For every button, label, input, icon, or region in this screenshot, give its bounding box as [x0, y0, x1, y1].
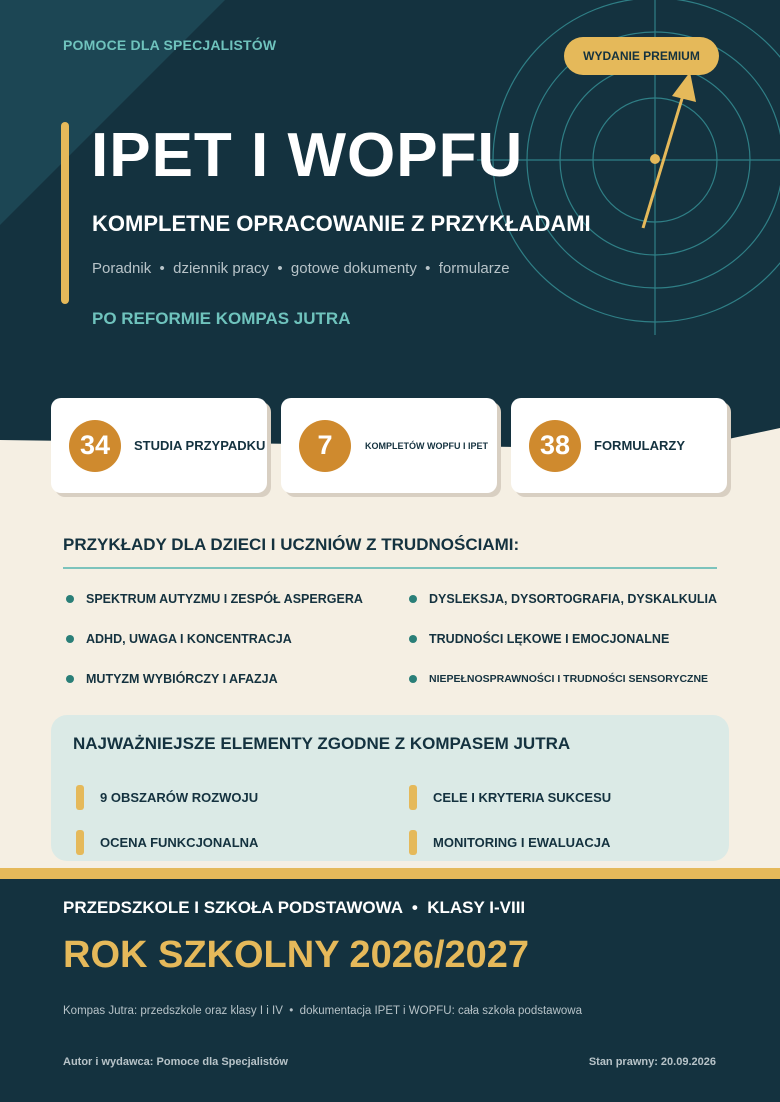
stat-number: 38: [529, 420, 581, 472]
bullet-icon: [66, 595, 74, 603]
stat-label: KOMPLETÓW WOPFU I IPET: [365, 440, 488, 451]
key-element-label: 9 OBSZARÓW ROZWOJU: [100, 790, 259, 805]
stat-number: 34: [69, 420, 121, 472]
stat-label: FORMULARZY: [594, 438, 685, 453]
list-item-label: MUTYZM WYBIÓRCZY I AFAZJA: [86, 672, 278, 686]
list-item-label: NIEPEŁNOSPRAWNOŚCI I TRUDNOŚCI SENSORYCZNE: [429, 673, 709, 685]
title-accent-bar: [61, 122, 69, 304]
bullet-icon: [66, 675, 74, 683]
bullet-icon: [66, 635, 74, 643]
list-item-label: SPEKTRUM AUTYZMU I ZESPÓŁ ASPERGERA: [86, 592, 363, 606]
reform-note: PO REFORMIE KOMPAS JUTRA: [92, 309, 351, 328]
stat-card-forms: [511, 398, 727, 493]
bullet-icon: [409, 635, 417, 643]
school-level: PRZEDSZKOLE I SZKOŁA PODSTAWOWA • KLASY I-VIII: [63, 898, 526, 917]
tagline: Poradnik • dziennik pracy • gotowe dokumenty • formularze: [92, 260, 510, 277]
key-element-label: CELE I KRYTERIA SUKCESU: [433, 790, 612, 805]
school-year: ROK SZKOLNY 2026/2027: [63, 934, 530, 976]
divider: [63, 567, 717, 569]
bullet-icon: [409, 675, 417, 683]
footer-note: Kompas Jutra: przedszkole oraz klasy I i IV • dokumentacja IPET i WOPFU: cała szkoła podstawowa: [63, 1005, 582, 1017]
list-item: [409, 632, 669, 646]
list-item-label: ADHD, UWAGA I KONCENTRACJA: [86, 632, 292, 646]
stat-number: 7: [299, 420, 351, 472]
accent-marker: [76, 785, 84, 810]
bullet-icon: [409, 595, 417, 603]
list-item: [409, 673, 708, 685]
author-credit: Autor i wydawca: Pomoce dla Specjalistów: [63, 1056, 288, 1068]
list-item: [66, 592, 363, 606]
key-element-item: [76, 830, 258, 855]
stat-label: STUDIA PRZYPADKU: [134, 438, 266, 453]
list-item-label: TRUDNOŚCI LĘKOWE I EMOCJONALNE: [429, 632, 670, 646]
accent-marker: [76, 830, 84, 855]
key-element-item: [409, 785, 611, 810]
accent-marker: [409, 830, 417, 855]
footer-stripe: [0, 868, 780, 879]
brand-name: POMOCE DLA SPECJALISTÓW: [63, 37, 277, 53]
list-item: [409, 592, 717, 606]
list-item-label: DYSLEKSJA, DYSORTOGRAFIA, DYSKALKULIA: [429, 592, 717, 606]
subtitle: KOMPLETNE OPRACOWANIE Z PRZYKŁADAMI: [92, 211, 591, 236]
key-element-item: [409, 830, 610, 855]
key-element-label: OCENA FUNKCJONALNA: [100, 835, 259, 850]
key-elements-heading: NAJWAŻNIEJSZE ELEMENTY ZGODNE Z KOMPASEM JUTRA: [73, 734, 571, 753]
accent-marker: [409, 785, 417, 810]
key-element-item: [76, 785, 258, 810]
examples-heading: PRZYKŁADY DLA DZIECI I UCZNIÓW Z TRUDNOŚCIAMI:: [63, 535, 520, 554]
stat-card-case-studies: [51, 398, 267, 493]
premium-badge: WYDANIE PREMIUM: [564, 37, 719, 75]
list-item: [66, 632, 292, 646]
key-element-label: MONITORING I EWALUACJA: [433, 835, 611, 850]
list-item: [66, 672, 278, 686]
legal-date: Stan prawny: 20.09.2026: [588, 1056, 716, 1068]
main-title: IPET I WOPFU: [91, 121, 524, 190]
stat-card-sets: [281, 398, 497, 493]
